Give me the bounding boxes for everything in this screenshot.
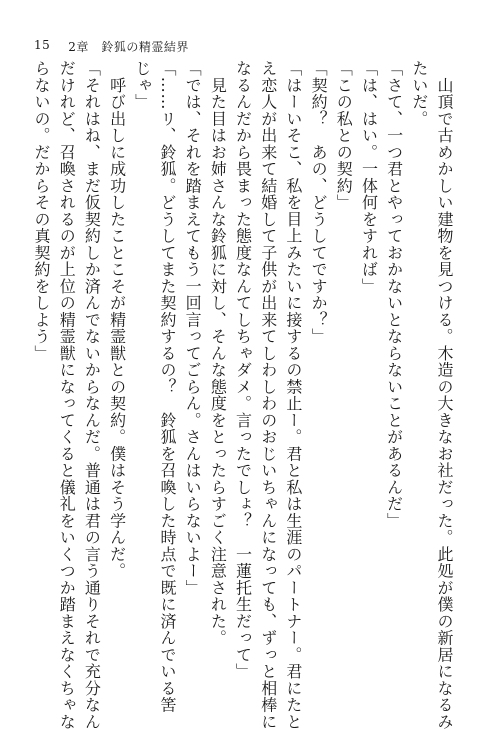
text-line: 「はーいそこ、私を目上みたいに接するの禁止ー。君と私は生涯のパートナー。君にたと [283, 60, 303, 730]
text-line: じゃ」 [132, 60, 152, 111]
running-header [34, 38, 189, 55]
text-line: なるんだから畏まった態度なんてしちゃダメ。言ったでしょ？ 一蓮托生だって」 [233, 60, 253, 680]
text-line: たいだ。 [409, 60, 429, 127]
text-line: だけれど、召喚されるのが上位の精霊獣になってくると儀礼をいくつか踏まえなくちゃな [57, 60, 77, 730]
chapter-title: 2章 鈴狐の精霊結界 [68, 40, 189, 54]
text-line: 山頂で古めかしい建物を見つける。木造の大きなお社だった。此処が僕の新居になるみ [435, 60, 454, 730]
text-line: らないの。だからその真契約をしよう」 [32, 60, 51, 362]
text-line: 「さて、一つ君とやっておかないとならないことがあるんだ」 [384, 60, 404, 529]
text-line: え恋人が出来て結婚して子供が出来てしわしわのおじいちゃんになっても、ずっと相棒に [258, 60, 278, 730]
text-line: 「……リ、鈴狐。どうしてまた契約するの？ 鈴狐を召喚した時点で既に済んでいる筈 [157, 60, 177, 714]
text-line: 「この私との契約」 [334, 60, 354, 211]
text-line: 「では、それを踏まえてもう一回言ってごらん。さんはいらないよー」 [183, 60, 203, 596]
page-number: 15 [34, 38, 51, 52]
text-line: 見た目はお姉さんな鈴狐に対し、そんな態度をとったらすごく注意された。 [208, 60, 228, 647]
text-line: 「契約？ あの、どうしてですか？」 [309, 60, 329, 345]
text-line: 「は、はい。一体何をすれば」 [359, 60, 379, 295]
text-line: 呼び出しに成功したことこそが精霊獣との契約。僕はそう学んだ。 [107, 60, 127, 580]
vertical-text-body [30, 60, 456, 730]
text-line: 「それはね、まだ仮契約しか済んでないからなんだ。普通は君の言う通りそれで充分なん [82, 60, 102, 730]
